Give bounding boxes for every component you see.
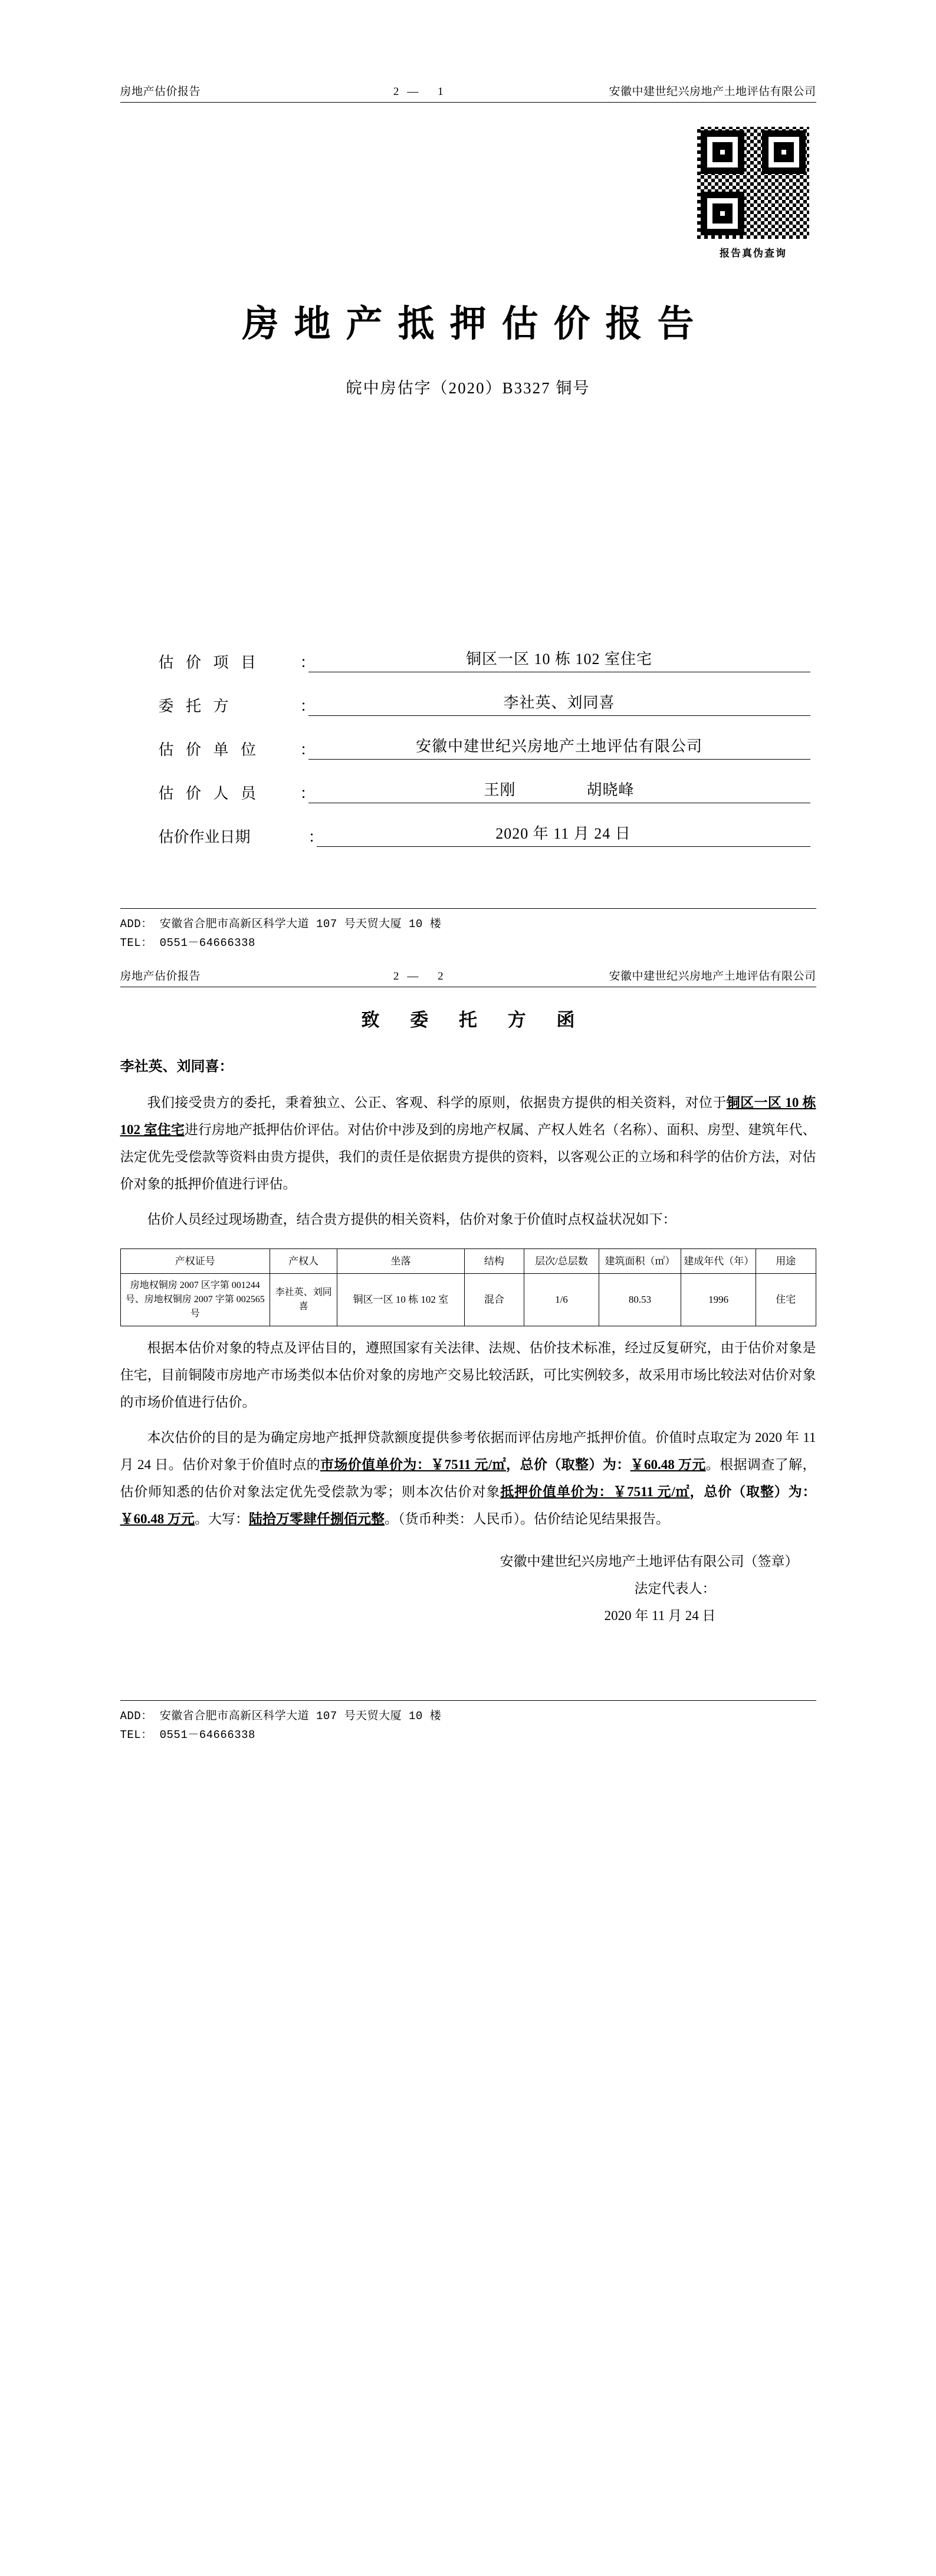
- field-value-firm: 安徽中建世纪兴房地产土地评估有限公司: [308, 734, 810, 760]
- field-colon: ：: [300, 741, 316, 758]
- header-company-name: 安徽中建世纪兴房地产土地评估有限公司: [609, 970, 816, 983]
- field-label-appraisers: 估 价 人 员: [158, 785, 261, 802]
- para4-market-unit-price: 市场价值单价为：￥7511 元/㎡: [320, 1457, 507, 1473]
- th-floor: 层次/总层数: [524, 1248, 599, 1274]
- field-row-client: [159, 691, 810, 716]
- para4-part-k: 。（货币种类：人民币）。估价结论见结果报告。: [385, 1512, 669, 1527]
- signature-date: 2020 年 11 月 24 日: [604, 1608, 716, 1624]
- field-value-date: 2020 年 11 月 24 日: [317, 822, 810, 847]
- field-label-project: 估 价 项 目: [158, 654, 261, 671]
- field-row-firm: [159, 734, 810, 760]
- cell-owner: 李社英、刘同喜: [270, 1274, 337, 1326]
- page-1-running-header: [120, 0, 816, 103]
- field-colon: ：: [300, 785, 316, 802]
- table-header-row: [120, 1248, 816, 1274]
- footer-tel: TEL： 0551－64666338: [120, 937, 255, 950]
- signature-block: [120, 1548, 816, 1629]
- field-label-client: 委 托 方: [158, 698, 233, 715]
- header-page-number: 2— 1: [393, 86, 452, 98]
- field-colon: ：: [300, 698, 316, 715]
- page-1-footer: [120, 908, 816, 953]
- field-value-appraisers: [308, 778, 810, 803]
- para4-mortgage-unit-price: 抵押价值单价为：￥7511 元/㎡: [500, 1484, 690, 1500]
- table-row: [120, 1274, 816, 1326]
- page-2-running-header: [120, 967, 816, 987]
- appraiser-name-1: 王刚: [484, 781, 516, 799]
- header-company-name: 安徽中建世纪兴房地产土地评估有限公司: [609, 86, 816, 98]
- page-2-footer: [120, 1700, 816, 1769]
- para1-property-address: 铜区一区 10 栋 102 室住宅: [120, 1095, 816, 1137]
- field-row-date: [159, 822, 810, 847]
- para1-part-a: 我们接受贵方的委托，秉着独立、公正、客观、科学的原则，依据贵方提供的相关资料，对位于: [147, 1095, 727, 1110]
- page-2: [0, 967, 936, 1769]
- para4-mortgage-total-price: ￥60.48 万元: [120, 1512, 195, 1527]
- cell-structure: 混合: [464, 1274, 524, 1326]
- page-title: 房地产抵押估价报告: [242, 304, 710, 344]
- signature-company: 安徽中建世纪兴房地产土地评估有限公司（签章）: [500, 1554, 799, 1569]
- paragraph-4: [120, 1424, 816, 1533]
- salutation: 李社英、刘同喜：: [120, 1059, 234, 1075]
- th-structure: 结构: [464, 1248, 524, 1274]
- header-left-text: 房地产估价报告: [120, 970, 201, 983]
- th-area: 建筑面积（㎡）: [599, 1248, 681, 1274]
- cell-location: 铜区一区 10 栋 102 室: [337, 1274, 465, 1326]
- paragraph-1: [120, 1089, 816, 1198]
- th-owner: 产权人: [270, 1248, 337, 1274]
- cell-certificate-no: 房地权铜房 2007 区字第 001244 号、房地权铜房 2007 字第 002565 号: [120, 1274, 270, 1326]
- field-row-appraisers: [159, 778, 810, 803]
- para4-part-a: 本次估价的目的是为确定房地产抵押贷款额度提供参考依据而评估房地产抵押价值。价值时点取定为 2020 年 11 月 24 日。估价对象于价值时点的: [120, 1430, 816, 1473]
- field-row-project: [159, 647, 810, 672]
- th-location: 坐落: [337, 1248, 465, 1274]
- th-year-built: 建成年代（年）: [681, 1248, 756, 1274]
- page-1: [0, 0, 936, 953]
- para4-part-g: ，总价（取整）为：: [689, 1484, 816, 1500]
- footer-address: ADD： 安徽省合肥市高新区科学大道 107 号天贸大厦 10 楼: [120, 1710, 442, 1723]
- property-info-table: [120, 1248, 816, 1327]
- letter-title: 致 委 托 方 函: [361, 1009, 588, 1030]
- field-colon: ：: [308, 829, 324, 846]
- qr-corner-icon: [701, 192, 744, 235]
- th-certificate-no: 产权证号: [120, 1248, 270, 1274]
- qr-code-icon: [697, 127, 809, 239]
- cell-year-built: 1996: [681, 1274, 756, 1326]
- letter-body: [120, 1053, 816, 1630]
- para4-market-total-price: ￥60.48 万元: [630, 1457, 706, 1473]
- signature-legal-representative: 法定代表人：: [634, 1581, 716, 1596]
- field-value-client: 李社英、刘同喜: [308, 691, 810, 716]
- cover-fields: [126, 647, 810, 847]
- cell-usage: 住宅: [756, 1274, 816, 1326]
- para1-part-c: 进行房地产抵押估价评估。对估价中涉及到的房地产权属、产权人姓名（名称）、面积、房型、建筑年代、法定优先受偿款等资料由贵方提供，我们的责任是依据贵方提供的资料，以客观公正的立场和科学的估价方法，对估价对象的抵押价值进行评估。: [120, 1122, 816, 1191]
- para4-amount-in-words: 陆拾万零肆仟捌佰元整: [249, 1512, 385, 1527]
- cell-area: 80.53: [599, 1274, 681, 1326]
- field-label-date: 估价作业日期: [158, 829, 251, 846]
- para4-part-e: 。根据调查了解，估价师知悉的估价对象法定优先受偿款为零；则本次估价对象: [120, 1457, 816, 1500]
- field-label-firm: 估 价 单 位: [158, 741, 261, 758]
- appraiser-name-2: 胡晓峰: [586, 781, 635, 799]
- paragraph-2: 估价人员经过现场勘查，结合贵方提供的相关资料，估价对象于价值时点权益状况如下：: [147, 1211, 676, 1227]
- footer-tel: TEL： 0551－64666338: [120, 1729, 255, 1742]
- field-colon: ：: [300, 654, 316, 671]
- qr-verification-block: [691, 127, 815, 259]
- paragraph-3: 根据本估价对象的特点及评估目的，遵照国家有关法律、法规、估价技术标准，经过反复研究，由于估价对象是住宅，目前铜陵市房地产市场类似本估价对象的房地产交易比较活跃，可比实例较多，故采用市场比较法对估价对象的市场价值进行估价。: [120, 1340, 816, 1410]
- field-value-project: 铜区一区 10 栋 102 室住宅: [308, 647, 810, 672]
- header-page-number: 2— 2: [393, 970, 452, 983]
- para4-part-c: ，总价（取整）为：: [506, 1457, 630, 1473]
- para4-part-i: 。大写：: [195, 1512, 249, 1527]
- footer-address: ADD： 安徽省合肥市高新区科学大道 107 号天贸大厦 10 楼: [120, 918, 442, 931]
- cell-floor: 1/6: [524, 1274, 599, 1326]
- header-left-text: 房地产估价报告: [120, 86, 201, 98]
- qr-caption: 报告真伪查询: [720, 248, 787, 259]
- report-number: 皖中房估字（2020）B3327 铜号: [346, 379, 590, 397]
- th-usage: 用途: [756, 1248, 816, 1274]
